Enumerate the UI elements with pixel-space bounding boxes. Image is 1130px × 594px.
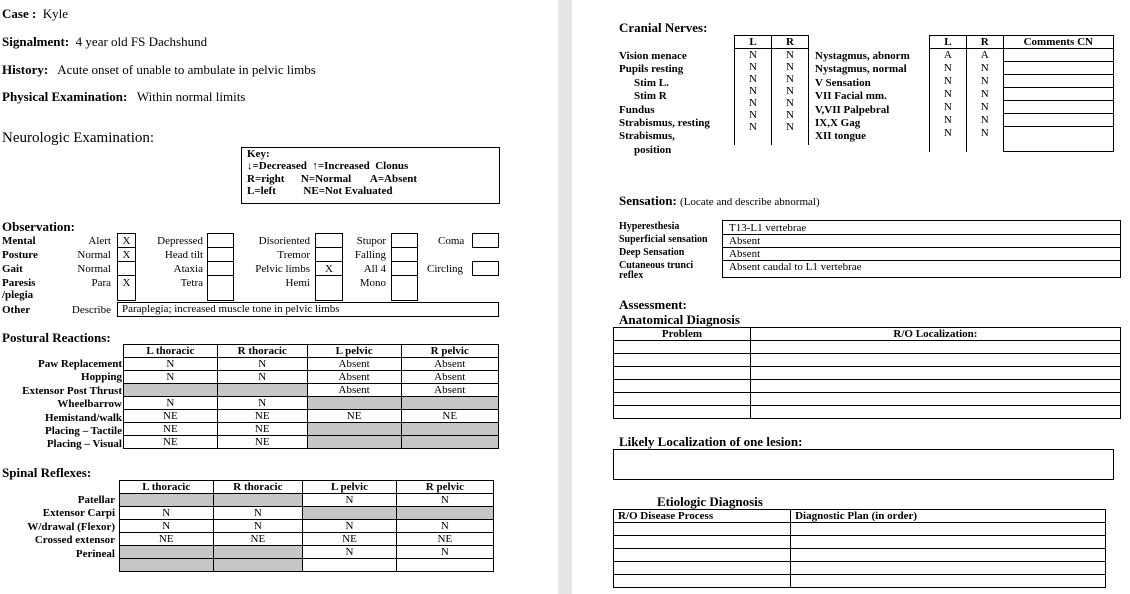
cn-label: Pupils resting — [619, 63, 684, 76]
physical-exam-line: Physical Examination: Within normal limits — [2, 89, 246, 104]
obs-alert-check[interactable]: X — [122, 235, 131, 247]
cn-comments-header: Comments CN — [1003, 36, 1113, 49]
postural-label: Hopping — [81, 371, 122, 384]
etiologic-row — [614, 523, 1106, 536]
obs-col4-box[interactable] — [391, 233, 418, 301]
key-legend: Key: ↓=Decreased ↑=Increased Clonus R=right N=Normal A=Absent L=left NE=Not Evaluated — [241, 147, 500, 204]
obs-mono-label: Mono — [359, 277, 386, 289]
problem-cell[interactable] — [614, 380, 751, 393]
spinal-cell[interactable]: N — [213, 520, 303, 533]
cn-row — [930, 75, 1114, 88]
cn-label: Vision menace — [619, 50, 687, 62]
cn-right-table — [929, 35, 1114, 152]
anatomical-row — [614, 406, 1121, 419]
cn-cell-left[interactable]: N — [930, 127, 967, 152]
anatomical-row — [614, 354, 1121, 367]
cn-cell-left[interactable]: N — [735, 49, 772, 62]
spinal-cell[interactable] — [303, 507, 397, 520]
postural-row — [124, 436, 499, 449]
disease-process-cell[interactable] — [614, 575, 791, 588]
cn-row — [930, 62, 1114, 75]
observation-title: Observation: — [2, 219, 75, 234]
observation-label-posture: Posture — [2, 249, 38, 261]
spinal-header-row — [120, 481, 494, 494]
cn-label: Stim R — [634, 90, 667, 103]
spinal-cell[interactable] — [120, 559, 214, 572]
problem-cell[interactable] — [614, 367, 751, 380]
spinal-cell[interactable]: N — [213, 507, 303, 520]
obs-coma-label: Coma — [438, 235, 465, 247]
cn-cell-left[interactable]: N — [735, 97, 772, 109]
spinal-row-labels — [27, 494, 115, 561]
postural-cell[interactable]: Absent — [307, 358, 401, 371]
cn-cell-right[interactable]: N — [772, 49, 809, 62]
cn-left-labels — [619, 50, 710, 157]
postural-row — [124, 410, 499, 423]
anatomical-row — [614, 380, 1121, 393]
postural-cell[interactable] — [307, 397, 401, 410]
diagnostic-plan-cell[interactable] — [791, 575, 1106, 588]
postural-label: Placing – Visual — [46, 438, 122, 451]
assessment-title: Assessment: — [619, 297, 687, 312]
spinal-cell[interactable]: N — [120, 507, 214, 520]
etiologic-row — [614, 536, 1106, 549]
anatomical-table — [613, 327, 1121, 419]
spinal-row — [120, 546, 494, 559]
cn-cell-left[interactable]: N — [930, 101, 967, 114]
disease-process-cell[interactable] — [614, 523, 791, 536]
cn-comment-cell[interactable] — [1003, 49, 1113, 62]
postural-row — [124, 397, 499, 410]
postural-cell[interactable] — [401, 397, 499, 410]
postural-table — [123, 344, 499, 449]
obs-depressed-label: Depressed — [157, 235, 203, 247]
cn-comment-cell[interactable] — [1003, 88, 1113, 101]
spinal-cell[interactable]: N — [120, 520, 214, 533]
obs-describe-label: Describe — [71, 304, 111, 316]
postural-title: Postural Reactions: — [2, 330, 111, 345]
anatomical-row — [614, 393, 1121, 406]
cn-row — [930, 114, 1114, 127]
problem-cell[interactable] — [614, 406, 751, 419]
postural-col-header: L pelvic — [307, 345, 401, 358]
obs-circling-label: Circling — [427, 263, 464, 275]
postural-col-header: R pelvic — [401, 345, 499, 358]
postural-cell[interactable]: NE — [307, 410, 401, 423]
cn-label: Strabismus, — [619, 130, 675, 143]
disease-process-header: R/O Disease Process — [614, 510, 791, 523]
postural-cell[interactable]: NE — [217, 423, 307, 436]
spinal-cell[interactable] — [213, 559, 303, 572]
cn-cell-right[interactable]: N — [966, 127, 1003, 152]
signalment-value: 4 year old FS Dachshund — [75, 34, 208, 49]
cn-cell-right[interactable]: N — [966, 75, 1003, 88]
cn-header-row — [735, 36, 809, 49]
cn-left-table — [734, 35, 809, 145]
spinal-cell[interactable] — [396, 559, 493, 572]
spinal-col-header: R thoracic — [213, 481, 303, 494]
cn-row — [930, 101, 1114, 114]
cn-cell-left[interactable]: N — [930, 62, 967, 75]
cn-comment-cell[interactable] — [1003, 114, 1113, 127]
postural-cell[interactable] — [401, 423, 499, 436]
spinal-col-header: R pelvic — [396, 481, 493, 494]
etiologic-row — [614, 575, 1106, 588]
spinal-col-header: L pelvic — [303, 481, 397, 494]
problem-cell[interactable] — [614, 393, 751, 406]
cn-label: IX,X Gag — [815, 117, 861, 130]
spinal-cell[interactable]: N — [396, 546, 493, 559]
observation-label-gait: Gait — [2, 263, 23, 275]
sensation-title-line: Sensation: (Locate and describe abnormal) — [619, 193, 820, 208]
spinal-row — [120, 520, 494, 533]
obs-alert-label: Alert — [88, 235, 111, 247]
cn-label: Nystagmus, abnorm — [815, 50, 910, 62]
cn-row — [735, 121, 809, 145]
postural-cell[interactable] — [401, 436, 499, 449]
spinal-cell[interactable]: NE — [303, 533, 397, 546]
localization-cell[interactable] — [750, 380, 1120, 393]
cn-col-l: L — [930, 36, 967, 49]
spinal-col-header: L thoracic — [120, 481, 214, 494]
postural-cell[interactable]: N — [217, 397, 307, 410]
spinal-cell[interactable]: N — [303, 546, 397, 559]
postural-cell[interactable]: NE — [124, 423, 218, 436]
spinal-table — [119, 480, 494, 572]
cn-cell-left[interactable]: N — [735, 85, 772, 97]
postural-row — [124, 371, 499, 384]
postural-header-row — [124, 345, 499, 358]
cn-header-row — [930, 36, 1114, 49]
etiologic-row — [614, 562, 1106, 575]
postural-cell[interactable]: Absent — [307, 384, 401, 397]
postural-row — [124, 423, 499, 436]
postural-label: Wheelbarrow — [57, 398, 122, 411]
obs-ataxia-label: Ataxia — [173, 263, 203, 275]
deep-sensation-value[interactable]: Absent — [729, 248, 761, 260]
cutaneous-trunci-value[interactable]: Absent caudal to L1 vertebrae — [729, 261, 862, 273]
cn-row — [735, 49, 809, 62]
cn-row — [930, 88, 1114, 101]
obs-para-label: Para — [91, 277, 111, 289]
anatomical-title: Anatomical Diagnosis — [619, 312, 740, 327]
physical-exam-value: Within normal limits — [136, 89, 246, 104]
spinal-title: Spinal Reflexes: — [2, 465, 92, 480]
cn-cell-right[interactable]: N — [772, 97, 809, 109]
spinal-row — [120, 533, 494, 546]
obs-para-check[interactable]: X — [122, 277, 131, 289]
postural-cell[interactable]: N — [124, 397, 218, 410]
sensation-labels — [619, 220, 714, 281]
obs-posture-normal-check[interactable]: X — [122, 249, 131, 261]
diagnostic-plan-cell[interactable] — [791, 523, 1106, 536]
signalment-line: Signalment: 4 year old FS Dachshund — [2, 34, 208, 49]
obs-stupor-label: Stupor — [356, 235, 386, 247]
obs-all4-label: All 4 — [363, 263, 386, 275]
observation-label-mental: Mental — [2, 235, 36, 247]
etiologic-title: Etiologic Diagnosis — [657, 494, 763, 509]
etiologic-header-row — [614, 510, 1106, 523]
postural-cell[interactable]: NE — [217, 410, 307, 423]
cn-comment-cell[interactable] — [1003, 75, 1113, 88]
obs-tetra-label: Tetra — [180, 277, 203, 289]
anatomical-header-row — [614, 328, 1121, 341]
spinal-cell[interactable] — [120, 546, 214, 559]
postural-cell[interactable] — [307, 423, 401, 436]
spinal-cell[interactable]: NE — [396, 533, 493, 546]
cn-cell-right[interactable]: N — [772, 109, 809, 121]
history-line: History: Acute onset of unable to ambulate in pelvic limbs — [2, 62, 316, 77]
anatomical-row — [614, 341, 1121, 354]
hyperesthesia-value[interactable]: T13-L1 vertebrae — [729, 222, 807, 234]
cn-label: VII Facial mm. — [815, 90, 887, 103]
postural-cell[interactable]: N — [217, 358, 307, 371]
cn-cell-right[interactable]: N — [772, 73, 809, 85]
localization-cell[interactable] — [750, 354, 1120, 367]
cn-cell-right[interactable]: N — [966, 88, 1003, 101]
obs-gait-normal-label: Normal — [77, 263, 111, 275]
postural-col-header: L thoracic — [124, 345, 218, 358]
cn-col-r: R — [966, 36, 1003, 49]
spinal-label: W/drawal (Flexor) — [27, 520, 115, 533]
postural-col-header: R thoracic — [217, 345, 307, 358]
postural-label: Paw Replacement — [37, 358, 122, 370]
likely-localization-field[interactable] — [613, 449, 1114, 480]
cn-label: Fundus — [619, 103, 655, 116]
etiologic-row — [614, 549, 1106, 562]
obs-posture-normal-label: Normal — [77, 249, 111, 261]
cn-row — [735, 73, 809, 85]
sensation-label: Hyperesthesia — [619, 221, 680, 232]
spinal-row — [120, 507, 494, 520]
likely-title: Likely Localization of one lesion: — [619, 434, 803, 449]
postural-row — [124, 384, 499, 397]
cn-cell-right[interactable]: N — [772, 61, 809, 73]
spinal-label: Crossed extensor — [34, 534, 115, 547]
spinal-cell[interactable]: N — [303, 520, 397, 533]
spinal-cell[interactable] — [303, 559, 397, 572]
spinal-row — [120, 494, 494, 507]
postural-cell[interactable]: N — [217, 371, 307, 384]
anatomical-row — [614, 367, 1121, 380]
cn-label: position — [634, 143, 672, 156]
postural-cell[interactable]: Absent — [401, 358, 499, 371]
cn-comment-cell[interactable] — [1003, 127, 1113, 152]
postural-label: Hemistand/walk — [44, 411, 122, 424]
postural-cell[interactable]: Absent — [307, 371, 401, 384]
obs-pelvic-limbs-check[interactable]: X — [325, 263, 333, 275]
cn-row — [735, 61, 809, 73]
obs-disoriented-label: Disoriented — [258, 235, 310, 247]
cranial-title: Cranial Nerves: — [619, 20, 708, 35]
cn-row — [735, 85, 809, 97]
postural-row-labels — [22, 358, 122, 452]
postural-cell[interactable]: NE — [217, 436, 307, 449]
obs-headtilt-label: Head tilt — [164, 249, 203, 261]
obs-tremor-label: Tremor — [277, 249, 310, 261]
spinal-cell[interactable] — [213, 546, 303, 559]
postural-cell[interactable] — [217, 384, 307, 397]
spinal-label: Extensor Carpi — [42, 507, 115, 520]
cn-label: Strabismus, resting — [619, 117, 710, 130]
sensation-label: Superficial sensation — [619, 234, 708, 245]
spinal-label: Patellar — [77, 494, 115, 506]
cn-label: V Sensation — [815, 76, 871, 89]
spinal-cell[interactable]: NE — [120, 533, 214, 546]
localization-cell[interactable] — [750, 406, 1120, 419]
cn-cell-right[interactable]: N — [966, 101, 1003, 114]
spinal-cell[interactable] — [213, 494, 303, 507]
cn-cell-right[interactable]: N — [772, 85, 809, 97]
postural-cell[interactable] — [124, 384, 218, 397]
cn-col-r: R — [772, 36, 809, 49]
postural-cell[interactable]: NE — [124, 410, 218, 423]
etiologic-table — [613, 509, 1106, 588]
obs-coma-box[interactable] — [472, 233, 499, 248]
cn-cell-right[interactable]: N — [966, 114, 1003, 127]
cn-row — [930, 49, 1114, 62]
postural-cell[interactable]: NE — [124, 436, 218, 449]
obs-circling-box[interactable] — [472, 261, 499, 276]
neuro-exam-title: Neurologic Examination: — [2, 130, 155, 146]
cn-label: Nystagmus, normal — [815, 63, 907, 76]
cn-row — [735, 109, 809, 121]
cn-cell-left[interactable]: N — [930, 114, 967, 127]
postural-cell[interactable]: NE — [401, 410, 499, 423]
diagnostic-plan-cell[interactable] — [791, 562, 1106, 575]
cn-cell-right[interactable]: A — [966, 49, 1003, 62]
cn-row — [930, 127, 1114, 152]
cn-cell-left[interactable]: A — [930, 49, 967, 62]
disease-process-cell[interactable] — [614, 549, 791, 562]
case-value: Kyle — [42, 6, 69, 21]
history-value: Acute onset of unable to ambulate in pelvic limbs — [57, 62, 316, 77]
cn-cell-left[interactable]: N — [930, 88, 967, 101]
problem-cell[interactable] — [614, 341, 751, 354]
cn-col-l: L — [735, 36, 772, 49]
cn-comment-cell[interactable] — [1003, 101, 1113, 114]
postural-cell[interactable]: Absent — [401, 384, 499, 397]
postural-cell[interactable]: Absent — [401, 371, 499, 384]
postural-label: Extensor Post Thrust — [22, 384, 122, 397]
cn-comment-cell[interactable] — [1003, 62, 1113, 75]
spinal-cell[interactable]: N — [303, 494, 397, 507]
cn-cell-left[interactable]: N — [735, 121, 772, 145]
diagnostic-plan-cell[interactable] — [791, 549, 1106, 562]
localization-header: R/O Localization: — [750, 328, 1120, 341]
disease-process-cell[interactable] — [614, 562, 791, 575]
case-line: Case : Kyle — [2, 6, 69, 21]
cn-cell-left[interactable]: N — [930, 75, 967, 88]
problem-header: Problem — [614, 328, 751, 341]
superficial-sensation-value[interactable]: Absent — [729, 235, 761, 247]
obs-hemi-label: Hemi — [285, 277, 310, 289]
obs-pelvic-limbs-label: Pelvic limbs — [255, 263, 310, 275]
spinal-cell[interactable]: N — [396, 520, 493, 533]
cn-cell-left[interactable]: N — [735, 61, 772, 73]
cn-right-labels — [815, 50, 910, 144]
cn-label: V,VII Palpebral — [815, 103, 890, 116]
observation-label-paresis: Paresis /plegia — [2, 277, 36, 301]
sensation-label: Cutaneous trunci reflex — [619, 260, 694, 281]
cn-cell-right[interactable]: N — [772, 121, 809, 145]
cn-cell-left[interactable]: N — [735, 109, 772, 121]
localization-cell[interactable] — [750, 367, 1120, 380]
postural-cell[interactable]: N — [124, 371, 218, 384]
obs-falling-label: Falling — [354, 249, 386, 261]
spinal-label: Perineal — [75, 547, 115, 560]
cn-cell-right[interactable]: N — [966, 62, 1003, 75]
sensation-label: Deep Sensation — [619, 247, 685, 258]
obs-describe-field[interactable]: Paraplegia; increased muscle tone in pelvic limbs — [117, 302, 499, 317]
cn-cell-left[interactable]: N — [735, 73, 772, 85]
right-page — [572, 0, 1130, 594]
postural-cell[interactable] — [307, 436, 401, 449]
postural-row — [124, 358, 499, 371]
sensation-box — [722, 220, 1121, 278]
left-page — [0, 0, 558, 594]
localization-cell[interactable] — [750, 341, 1120, 354]
postural-cell[interactable]: N — [124, 358, 218, 371]
diagnostic-plan-header: Diagnostic Plan (in order) — [791, 510, 1106, 523]
problem-cell[interactable] — [614, 354, 751, 367]
cn-label: Stim L. — [634, 76, 669, 89]
diagnostic-plan-cell[interactable] — [791, 536, 1106, 549]
obs-col2-box[interactable] — [207, 233, 234, 301]
spinal-cell[interactable] — [120, 494, 214, 507]
spinal-row — [120, 559, 494, 572]
cn-label: XII tongue — [815, 130, 867, 143]
postural-label: Placing – Tactile — [45, 425, 122, 438]
spinal-cell[interactable] — [396, 507, 493, 520]
spinal-cell[interactable]: N — [396, 494, 493, 507]
cn-row — [735, 97, 809, 109]
observation-label-other: Other — [2, 304, 31, 316]
spinal-cell[interactable]: NE — [213, 533, 303, 546]
disease-process-cell[interactable] — [614, 536, 791, 549]
localization-cell[interactable] — [750, 393, 1120, 406]
